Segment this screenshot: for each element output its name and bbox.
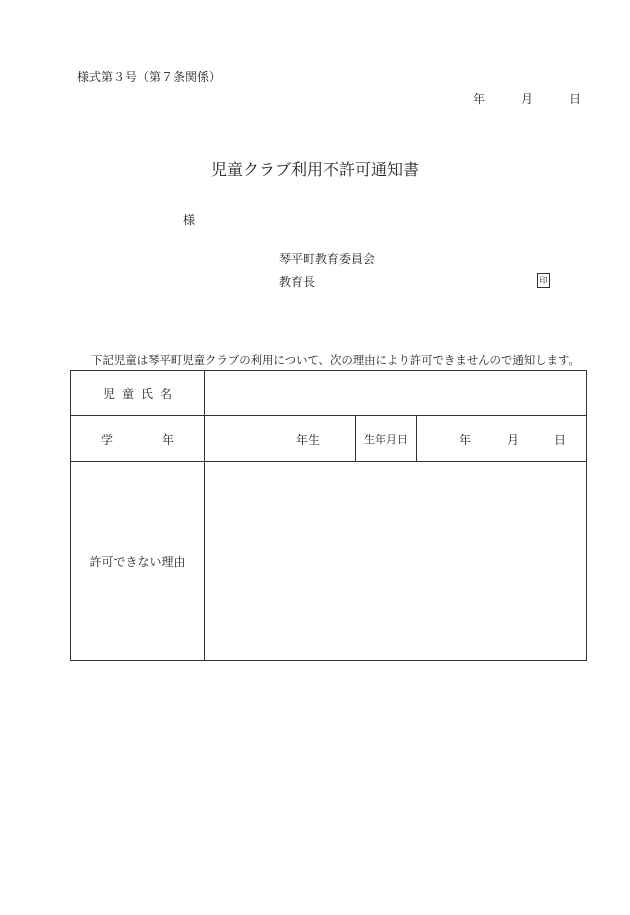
dob-label: 生年月日 (356, 416, 417, 462)
grade-label-second: 年 (162, 433, 175, 447)
reason-label: 許可できない理由 (71, 462, 205, 661)
grade-suffix: 年生 (296, 433, 321, 447)
reason-field[interactable] (205, 462, 587, 661)
grade-label-first: 学 (101, 433, 114, 447)
seal-mark: 印 (537, 273, 550, 288)
dob-field[interactable] (417, 416, 587, 462)
dob-month-label: 月 (507, 433, 520, 447)
grade-field[interactable] (205, 416, 356, 462)
form-number: 様式第３号（第７条関係） (77, 70, 222, 84)
child-name-field[interactable] (205, 371, 587, 416)
grade-label-cell (71, 416, 205, 462)
grade-row (71, 416, 587, 462)
document-title: 児童クラブ利用不許可通知書 (210, 160, 419, 179)
notice-text: 下記児童は琴平町児童クラブの利用について、次の理由により許可できませんので通知します。 (91, 353, 580, 367)
date-day-label: 日 (569, 92, 582, 106)
issuer-title: 教育長 (279, 275, 316, 289)
dob-day-label: 日 (554, 433, 567, 447)
child-name-row (71, 371, 587, 416)
recipient-suffix: 様 (183, 213, 196, 227)
date-month-label: 月 (521, 92, 534, 106)
reason-row (71, 462, 587, 661)
issuer-organization: 琴平町教育委員会 (279, 252, 376, 266)
dob-year-label: 年 (459, 433, 472, 447)
child-name-label-cell (71, 371, 205, 416)
child-name-label: 児童氏名 (102, 386, 179, 401)
date-year-label: 年 (473, 92, 486, 106)
form-table (70, 370, 587, 661)
